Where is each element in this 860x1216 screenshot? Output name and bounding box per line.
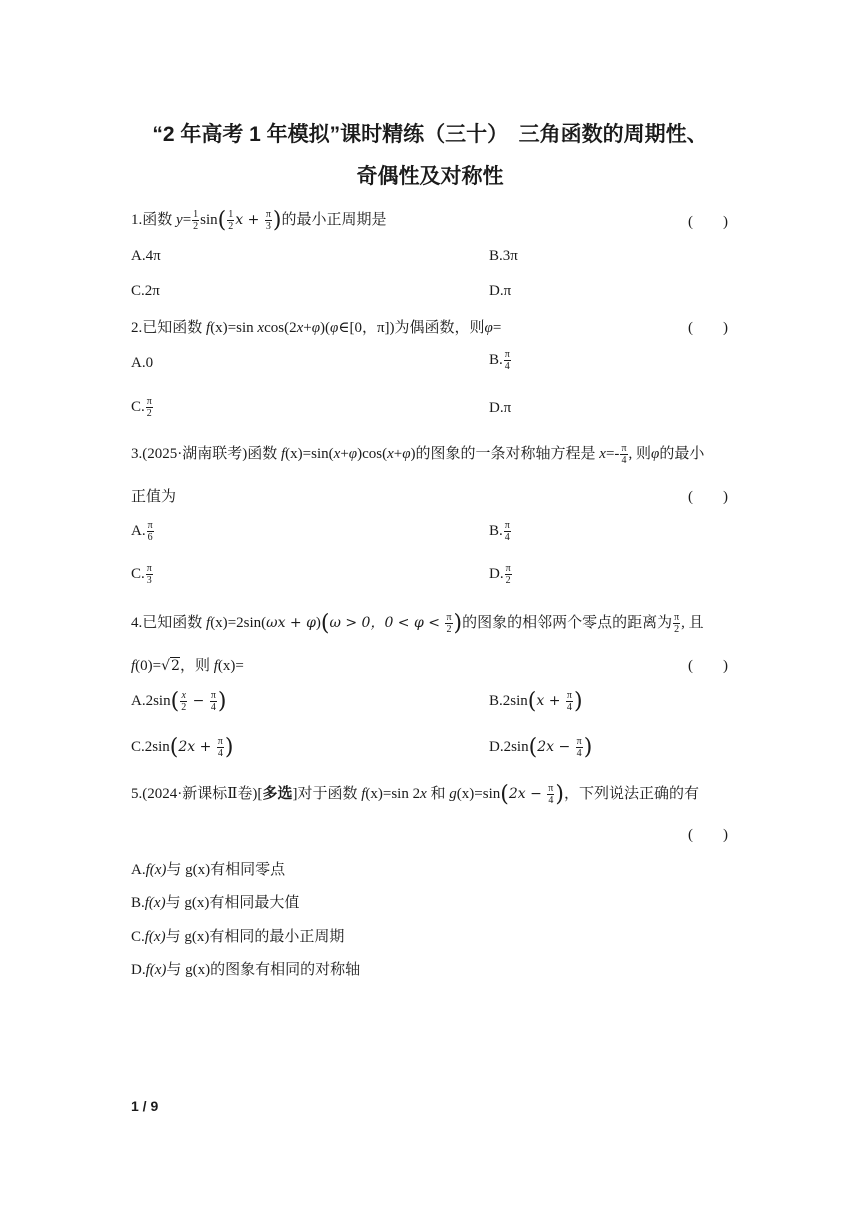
- q3-option-a: A. $\frac{\pi}{6}$: [131, 520, 153, 543]
- q4-option-c: C.2sin(2x + $\frac{\pi}{4}$ ): [131, 735, 234, 760]
- answer-bracket-3: ( ): [688, 489, 728, 505]
- question-1: 1.函数 y= $\frac{1}{2}$ sin( $\frac{1}{2}$ x + $\frac{\pi}{3}$ )的最小正周期是: [131, 208, 387, 234]
- question-5: 5.(2024·新课标Ⅱ卷)[多选]对于函数 f(x)=sin 2x 和 g(x)=sin(2x − $\frac{\pi}{4}$ )，下列说法正确的有: [131, 782, 699, 808]
- q1-option-c: C.2π: [131, 283, 160, 299]
- q3-option-b: B. $\frac{\pi}{4}$: [489, 520, 510, 543]
- q2-option-d: D.π: [489, 400, 512, 416]
- question-4-line-2: f(0)=√2，则 f(x)=: [131, 658, 244, 674]
- q5-option-c: C.f(x)与 g(x)有相同的最小正周期: [131, 929, 345, 945]
- page-title-line-1: “2 年高考 1 年模拟”课时精练（三十） 三角函数的周期性、: [152, 123, 708, 146]
- question-2: 2.已知函数 f(x)=sin xcos(2x+φ)(φ∈[0，π])为偶函数，则φ=: [131, 320, 502, 336]
- q3-option-c: C. $\frac{\pi}{3}$: [131, 563, 152, 586]
- question-3: 3.(2025·湖南联考)函数 f(x)=sin(x+φ)cos(x+φ)的图象的一条对称轴方程是 x=- $\frac{\pi}{4}$ , 则φ的最小: [131, 443, 705, 467]
- question-3-line-2: 正值为: [131, 489, 177, 505]
- q2-option-a: A.0: [131, 355, 154, 371]
- q4-option-d: D.2sin(2x − $\frac{\pi}{4}$ ): [489, 735, 593, 760]
- page-title-line-2: 奇偶性及对称性: [356, 165, 504, 188]
- q5-option-a: A.f(x)与 g(x)有相同零点: [131, 862, 286, 878]
- q1-option-a: A.4π: [131, 248, 161, 264]
- q1-option-d: D.π: [489, 283, 512, 299]
- answer-bracket-1: ( ): [688, 214, 728, 230]
- page-number: 1 / 9: [131, 1098, 159, 1114]
- q5-option-d: D.f(x)与 g(x)的图象有相同的对称轴: [131, 962, 361, 978]
- q1-option-b: B.3π: [489, 248, 518, 264]
- q4-option-b: B.2sin(x + $\frac{\pi}{4}$ ): [489, 689, 583, 714]
- answer-bracket-5: ( ): [688, 827, 728, 843]
- q2-option-b: B. $\frac{\pi}{4}$: [489, 349, 510, 372]
- answer-bracket-4: ( ): [688, 658, 728, 674]
- question-4: 4.已知函数 f(x)=2sin(ωx + φ)(ω > 0，0 < φ < $\frac{\pi}{2}$ )的图象的相邻两个零点的距离为 $\frac{\pi}{2}$ , 且: [131, 611, 704, 637]
- q5-option-b: B.f(x)与 g(x)有相同最大值: [131, 895, 300, 911]
- answer-bracket-2: ( ): [688, 320, 728, 336]
- q2-option-c: C. $\frac{\pi}{2}$: [131, 396, 152, 419]
- q3-option-d: D. $\frac{\pi}{2}$: [489, 563, 511, 586]
- q4-option-a: A.2sin( $\frac{x}{2}$ − $\frac{\pi}{4}$ ): [131, 689, 227, 714]
